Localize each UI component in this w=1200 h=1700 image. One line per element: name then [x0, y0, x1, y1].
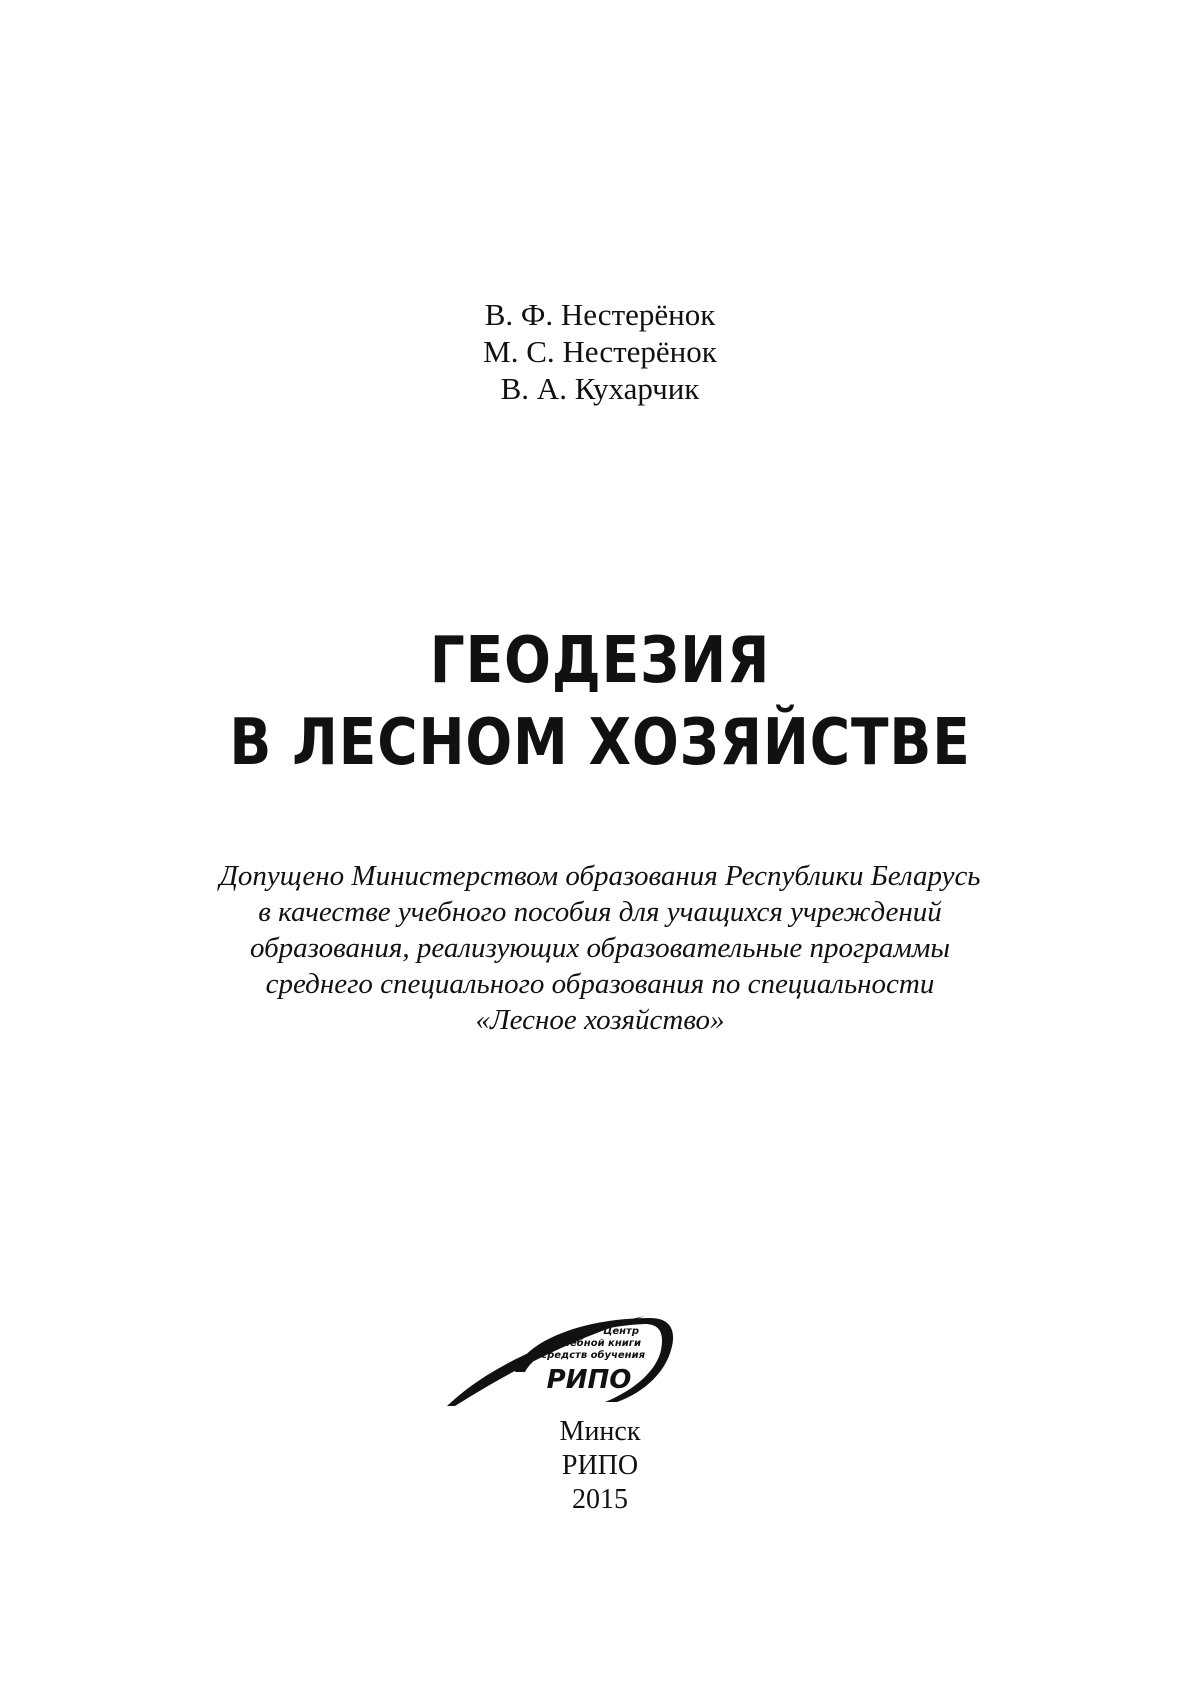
book-title-line-2: В ЛЕСНОМ ХОЗЯЙСТВЕ	[229, 706, 971, 780]
imprint-block	[0, 1415, 1200, 1517]
svg-text:Центр: Центр	[603, 1326, 639, 1337]
approval-statement	[0, 858, 1200, 1038]
book-title-line-1: ГЕОДЕЗИЯ	[429, 624, 771, 698]
svg-text:учебной книги: учебной книги	[556, 1338, 641, 1349]
approval-line-2: в качестве учебного пособия для учащихся учреждений	[258, 896, 942, 928]
ripo-logo-icon	[445, 1310, 685, 1410]
approval-line-1: Допущено Министерством образования Республики Беларусь	[219, 860, 981, 892]
imprint-publisher: РИПО	[561, 1450, 639, 1481]
approval-line-5: «Лесное хозяйство»	[475, 1004, 725, 1036]
authors-block	[0, 296, 1200, 407]
author-1: В. Ф. Нестерёнок	[484, 297, 716, 332]
svg-text:и средств обучения: и средств обучения	[530, 1350, 645, 1361]
svg-text:РИПО: РИПО	[546, 1365, 632, 1395]
book-title	[84, 620, 1116, 784]
author-2: М. С. Нестерёнок	[483, 334, 717, 369]
approval-line-3: образования, реализующих образовательные программы	[249, 932, 951, 964]
approval-line-4: среднего специального образования по специальности	[265, 968, 935, 1000]
publisher-logo	[445, 1310, 685, 1410]
imprint-city: Минск	[559, 1416, 641, 1447]
author-3: В. А. Кухарчик	[500, 371, 700, 406]
imprint-year: 2015	[572, 1484, 628, 1515]
